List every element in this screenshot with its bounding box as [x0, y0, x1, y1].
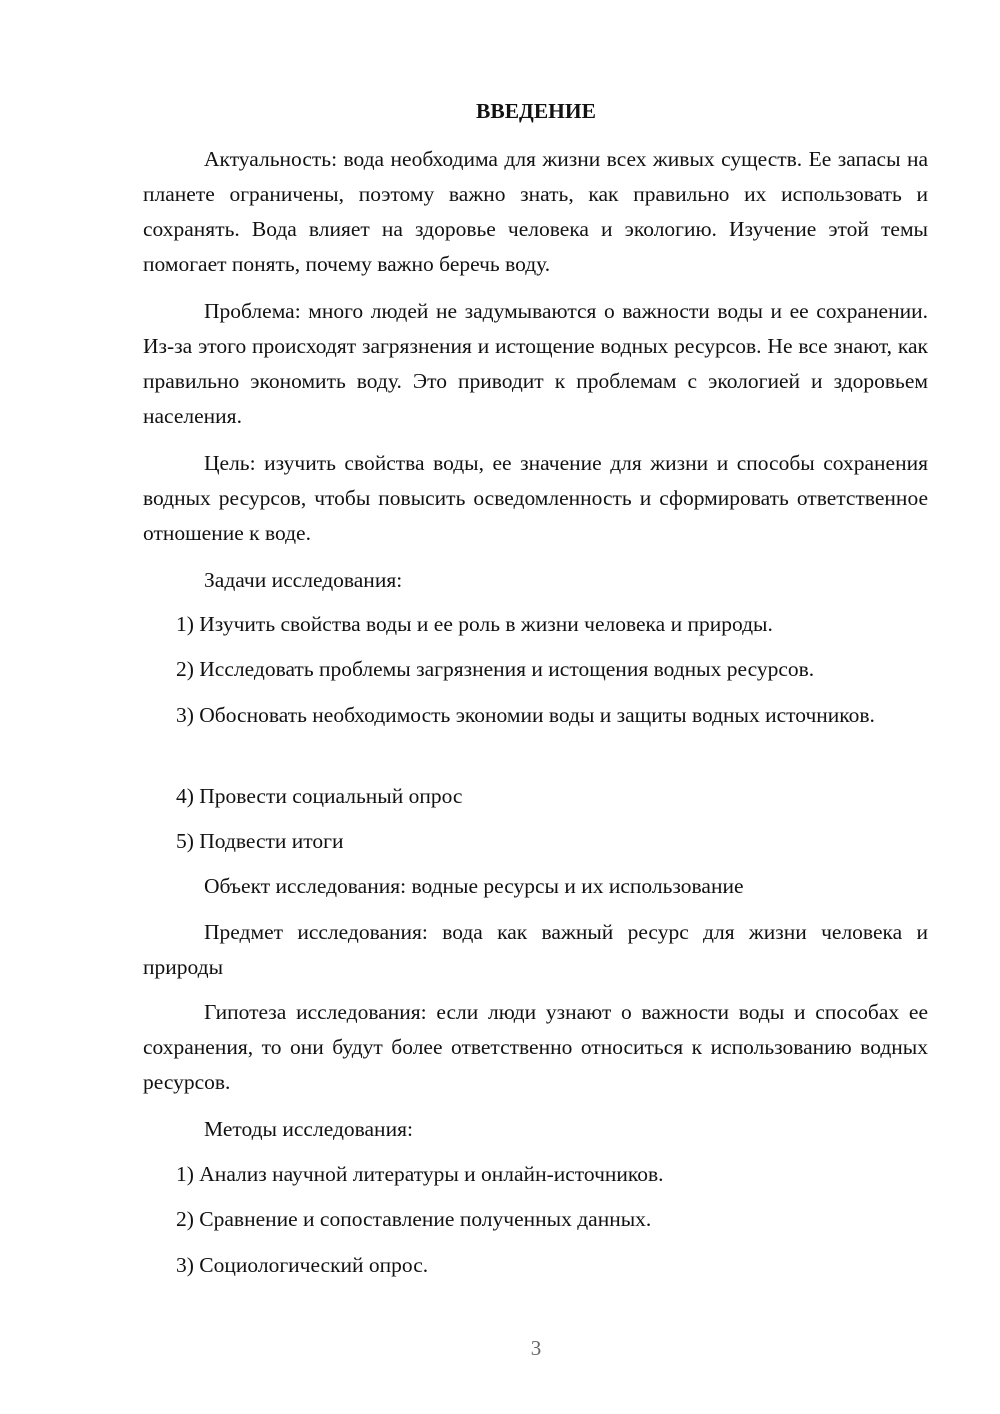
method-item-2: 2) Сравнение и сопоставление полученных данных. [176, 1207, 652, 1231]
paragraph-problem: Проблема: много людей не задумываются о важности воды и ее сохранении. Из-за этого происходят загрязнения и истощение водных ресурсов. Не все знают, как правильно экономить воду. Это приводит к проблемам с экологией и здоровьем населения. [143, 299, 928, 428]
tasks-heading: Задачи исследования: [204, 568, 403, 592]
paragraph-subject: Предмет исследования: вода как важный ресурс для жизни человека и природы [143, 920, 928, 979]
method-item-1: 1) Анализ научной литературы и онлайн-источников. [176, 1162, 664, 1186]
paragraph-hypothesis: Гипотеза исследования: если люди узнают о важности воды и способах ее сохранения, то они будут более ответственно относиться к использованию водных ресурсов. [143, 1000, 928, 1094]
task-item-4: 4) Провести социальный опрос [176, 784, 463, 808]
method-item-3: 3) Социологический опрос. [176, 1253, 429, 1277]
task-item-5: 5) Подвести итоги [176, 829, 344, 853]
methods-heading: Методы исследования: [204, 1117, 413, 1141]
task-item-2: 2) Исследовать проблемы загрязнения и истощения водных ресурсов. [176, 657, 815, 681]
task-item-3: 3) Обосновать необходимость экономии воды и защиты водных источников. [176, 703, 875, 727]
task-item-1: 1) Изучить свойства воды и ее роль в жизни человека и природы. [176, 612, 773, 636]
paragraph-goal: Цель: изучить свойства воды, ее значение для жизни и способы сохранения водных ресурсов, чтобы повысить осведомленность и сформировать ответственное отношение к воде. [143, 451, 928, 545]
paragraph-relevance: Актуальность: вода необходима для жизни всех живых существ. Ее запасы на планете ограничены, поэтому важно знать, как правильно их использовать и сохранять. Вода влияет на здоровье человека и экологию. Изучение этой темы помогает понять, почему важно беречь воду. [143, 147, 928, 276]
section-title: ВВЕДЕНИЕ [476, 99, 596, 123]
paragraph-object: Объект исследования: водные ресурсы и их использование [204, 874, 744, 898]
page-number: 3 [530, 1336, 542, 1360]
